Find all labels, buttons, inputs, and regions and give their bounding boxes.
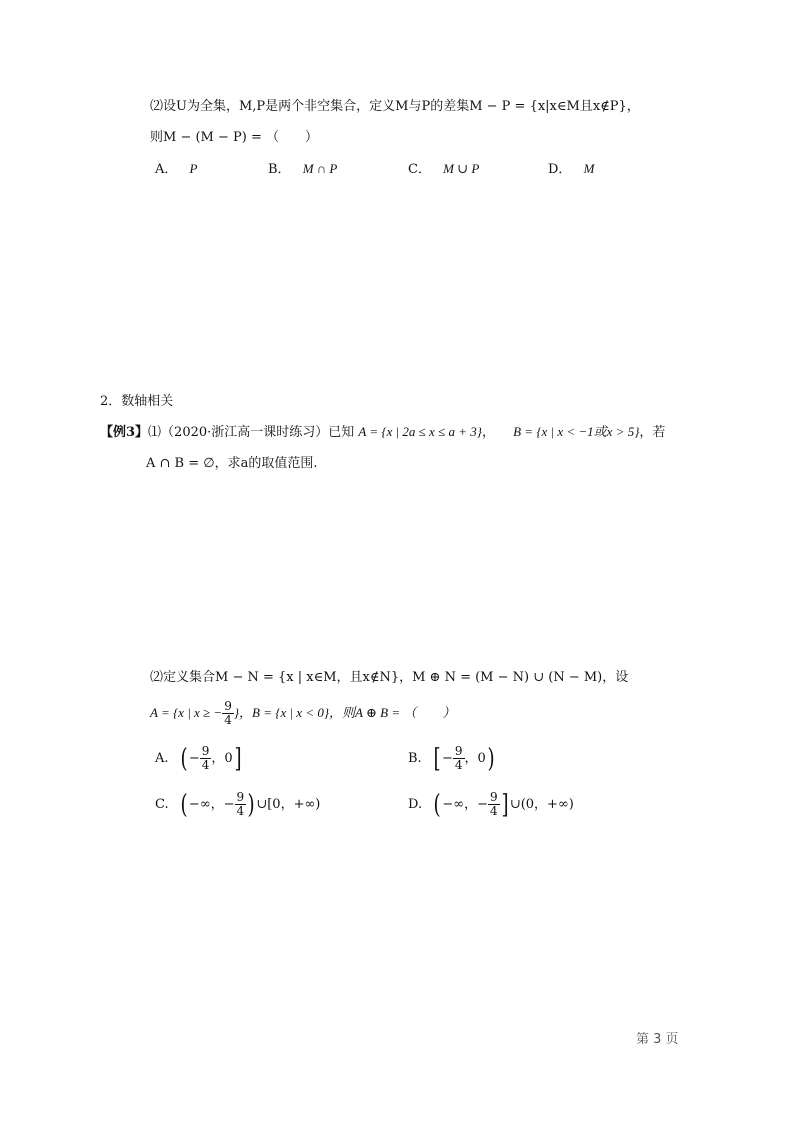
fraction (488, 791, 500, 817)
fraction (200, 745, 212, 771)
ex3-option-b (408, 742, 496, 776)
ex3-suffix: ，若 (639, 425, 666, 440)
interval-prefix: − (188, 751, 200, 766)
q2-option-b (268, 158, 337, 177)
set-b-definition: B = {x | x < −1或x > 5} (513, 424, 640, 439)
interval-right-bracket: ) (247, 789, 255, 820)
fraction-numerator: 9 (224, 699, 232, 714)
option-label: C. (155, 797, 169, 812)
option-label: C． (408, 162, 431, 177)
interval-prefix: − (441, 751, 453, 766)
q2-option-d (548, 158, 594, 177)
ex3-part2-line1: ⑵定义集合M − N = {x | x∈M，且x∉N}，M ⊕ N = (M − N) ∪ (N − M)，设 (150, 670, 629, 685)
page-number: 第 3 页 (636, 1032, 679, 1047)
q2-option-a (155, 158, 197, 177)
fraction-numerator: 9 (454, 744, 463, 759)
interval-prefix: −∞，− (442, 797, 489, 812)
option-label: B. (408, 751, 422, 766)
interval-mid: ，0 (464, 751, 486, 766)
set-b-text: }，B = {x | x < 0}，则A ⊕ B = （ ） (233, 705, 456, 720)
fraction-numerator: 9 (490, 790, 498, 805)
fraction-denominator: 4 (236, 804, 245, 818)
interval-tail: ∪[0，+∞) (256, 797, 321, 812)
interval-right-bracket: ) (487, 743, 495, 774)
interval-left-bracket: ( (433, 789, 441, 820)
fraction-denominator: 4 (454, 758, 463, 772)
q2-stem-line2: 则M − (M − P) = （ ） (150, 130, 318, 145)
option-label: D. (408, 797, 423, 812)
ex3-part1-line1: 【例3】⑴（2020·浙江高一课时练习）已知 A = {x | 2a ≤ x ≤ a + 3}， B = {x | x < −1或x > 5}，若 (100, 424, 666, 440)
fraction-denominator: 4 (490, 804, 498, 818)
set-a-definition: A = {x | 2a ≤ x ≤ a + 3} (358, 424, 482, 439)
option-value: M ∩ P (302, 161, 338, 176)
ex3-part2-line2 (150, 696, 455, 730)
ex3-part1-line2: A ∩ B = ∅，求a的取值范围. (146, 456, 318, 471)
fraction-denominator: 4 (201, 758, 210, 772)
ex3-option-d (408, 788, 574, 822)
set-a-text: A = {x | x ≥ − (150, 705, 223, 720)
interval-left-bracket: ( (180, 743, 188, 774)
option-label: B． (268, 162, 291, 177)
option-label: A． (155, 162, 178, 177)
option-label: D． (548, 162, 572, 177)
option-value: M ∪ P (443, 161, 480, 176)
q2-stem-line1: ⑵设U为全集，M,P是两个非空集合，定义M与P的差集M − P = {x|x∈M且x∉P}， (150, 99, 640, 114)
fraction-numerator: 9 (236, 790, 245, 805)
ex3-prefix: ⑴（2020·浙江高一课时练习）已知 (148, 425, 355, 440)
interval-prefix: −∞，− (188, 797, 235, 812)
interval-tail: ∪(0，+∞) (509, 797, 574, 812)
interval-right-bracket: ] (234, 743, 242, 774)
fraction (235, 791, 247, 817)
option-value: M (583, 161, 595, 176)
ex3-option-c (155, 788, 320, 822)
section-heading: 2．数轴相关 (100, 394, 174, 409)
interval-mid: ，0 (211, 751, 233, 766)
option-label: A. (155, 751, 169, 766)
interval-left-bracket: ( (180, 789, 188, 820)
interval-right-bracket: ] (501, 789, 509, 820)
option-value: P (189, 161, 198, 176)
fraction-numerator: 9 (201, 744, 210, 759)
fraction-denominator: 4 (224, 713, 232, 727)
interval-left-bracket: [ (433, 743, 441, 774)
example-tag: 【例3】 (100, 425, 149, 440)
fraction (453, 745, 465, 771)
ex3-option-a (155, 742, 243, 776)
q2-option-c (408, 158, 479, 177)
fraction (222, 700, 234, 726)
